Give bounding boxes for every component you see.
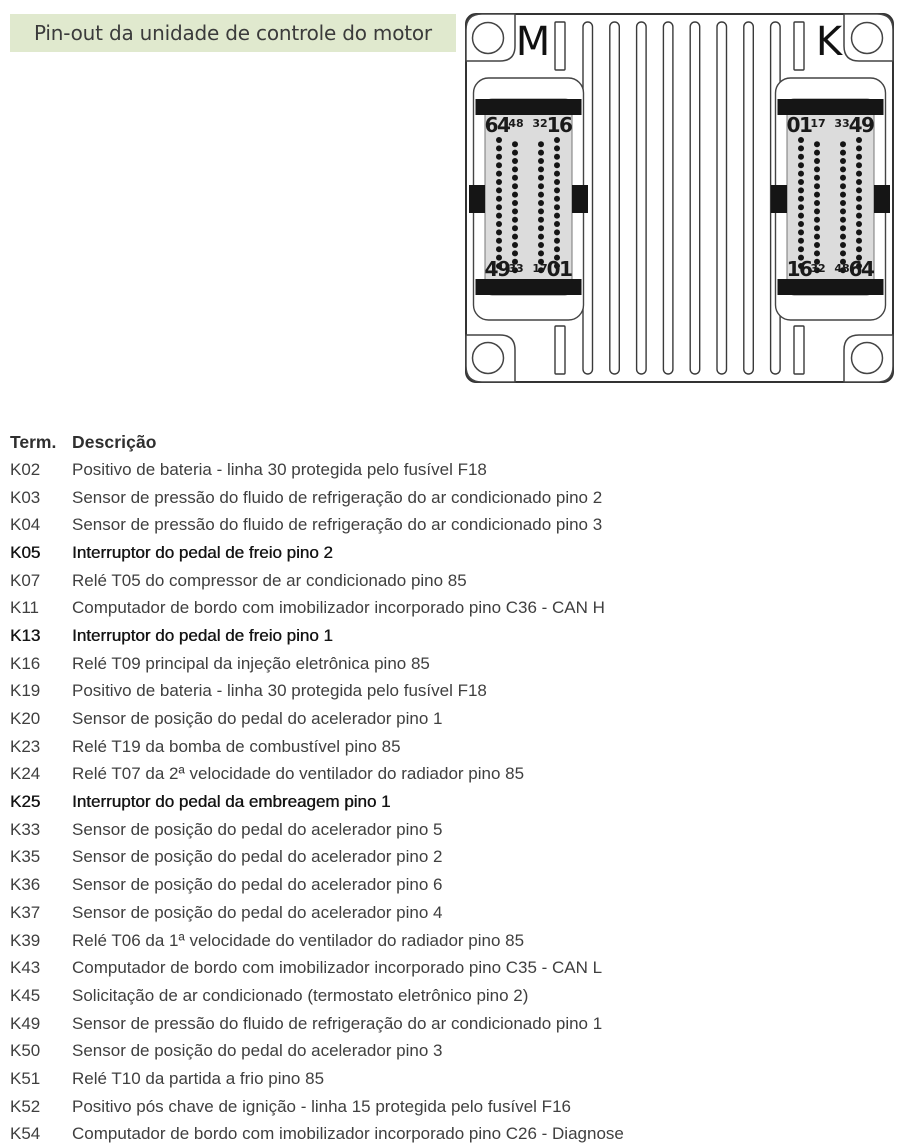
- pin-dot: [798, 179, 804, 185]
- pin-dot: [512, 242, 518, 248]
- desc-cell: Interruptor do pedal de freio pino 1: [72, 626, 690, 646]
- pin-dot: [856, 229, 862, 235]
- desc-cell: Relé T05 do compressor de ar condicionado pino 85: [72, 571, 690, 591]
- term-cell: K33: [10, 820, 72, 840]
- pin-dot: [798, 154, 804, 160]
- table-row: [10, 622, 690, 650]
- term-cell: K50: [10, 1041, 72, 1061]
- pin-number-top-outer: 16: [547, 113, 572, 137]
- pin-dot: [512, 166, 518, 172]
- connector-k-letter: K: [816, 19, 844, 65]
- pin-number-top-outer: 49: [849, 113, 874, 137]
- pin-dot: [856, 196, 862, 202]
- pin-dot: [512, 225, 518, 231]
- pin-dot: [798, 145, 804, 151]
- desc-cell: Sensor de posição do pedal do acelerador pino 4: [72, 903, 690, 923]
- pin-dot: [496, 196, 502, 202]
- pin-dot: [554, 162, 560, 168]
- pin-dot: [512, 250, 518, 256]
- desc-cell: Relé T07 da 2ª velocidade do ventilador do radiador pino 85: [72, 764, 690, 784]
- term-cell: K20: [10, 709, 72, 729]
- pin-dot: [512, 217, 518, 223]
- cooling-fin: [637, 22, 647, 374]
- pin-dot: [554, 196, 560, 202]
- pin-dot: [856, 171, 862, 177]
- pin-dot: [814, 225, 820, 231]
- pin-dot: [512, 183, 518, 189]
- desc-cell: Positivo de bateria - linha 30 protegida pelo fusível F18: [72, 681, 690, 701]
- pin-dot: [496, 154, 502, 160]
- table-row: [10, 1037, 690, 1065]
- cooling-fin: [717, 22, 727, 374]
- pin-dot: [840, 192, 846, 198]
- term-cell: K39: [10, 931, 72, 951]
- desc-cell: Positivo de bateria - linha 30 protegida pelo fusível F18: [72, 460, 690, 480]
- pin-dot: [554, 187, 560, 193]
- pin-dot: [496, 238, 502, 244]
- pin-dot: [856, 145, 862, 151]
- connector-m-letter: M: [516, 19, 551, 65]
- term-cell: K02: [10, 460, 72, 480]
- pin-dot: [496, 221, 502, 227]
- term-cell: K16: [10, 654, 72, 674]
- connector-side-tab: [771, 185, 787, 213]
- pin-dot: [798, 171, 804, 177]
- pin-number-top-outer: 01: [787, 113, 812, 137]
- term-cell: K04: [10, 515, 72, 535]
- cooling-fin-short: [555, 22, 565, 70]
- pin-dot: [538, 234, 544, 240]
- pin-number-bottom-outer: 01: [547, 257, 572, 281]
- pin-dot: [798, 246, 804, 252]
- table-row: [10, 511, 690, 539]
- pin-dot: [840, 234, 846, 240]
- desc-cell: Relé T06 da 1ª velocidade do ventilador do radiador pino 85: [72, 931, 690, 951]
- pin-dot: [538, 200, 544, 206]
- pin-dot: [512, 150, 518, 156]
- pin-dot: [814, 175, 820, 181]
- table-row: [10, 567, 690, 595]
- pin-dot: [538, 250, 544, 256]
- pin-dot: [538, 150, 544, 156]
- pin-dot: [496, 179, 502, 185]
- term-cell: K07: [10, 571, 72, 591]
- cooling-fin: [663, 22, 673, 374]
- pin-dot: [856, 238, 862, 244]
- pin-dot: [538, 242, 544, 248]
- pin-dot: [840, 242, 846, 248]
- pin-dot: [814, 158, 820, 164]
- desc-cell: Sensor de pressão do fluido de refrigeração do ar condicionado pino 2: [72, 488, 690, 508]
- term-cell: K37: [10, 903, 72, 923]
- term-cell: K19: [10, 681, 72, 701]
- desc-cell: Computador de bordo com imobilizador incorporado pino C35 - CAN L: [72, 958, 690, 978]
- pin-dot: [856, 137, 862, 143]
- pin-dot: [554, 137, 560, 143]
- pin-dot: [554, 213, 560, 219]
- pin-dot: [512, 192, 518, 198]
- connector-side-tab: [572, 185, 588, 213]
- pin-dot: [538, 208, 544, 214]
- pin-dot: [554, 171, 560, 177]
- mounting-ear-bottom-left: [466, 335, 515, 382]
- pin-dot: [798, 229, 804, 235]
- ecu-diagram: [460, 8, 900, 386]
- pin-dot: [798, 221, 804, 227]
- desc-cell: Computador de bordo com imobilizador incorporado pino C26 - Diagnose: [72, 1124, 690, 1144]
- table-body: [10, 456, 690, 1148]
- pin-dot: [496, 204, 502, 210]
- pin-dot: [856, 179, 862, 185]
- table-row: [10, 1010, 690, 1038]
- term-cell: K13: [10, 626, 72, 646]
- pin-number-bottom-inner: 33: [508, 262, 523, 275]
- pin-dot: [512, 175, 518, 181]
- pin-dot: [856, 187, 862, 193]
- pin-dot: [538, 141, 544, 147]
- term-cell: K36: [10, 875, 72, 895]
- pin-dot: [496, 171, 502, 177]
- pin-dot: [814, 192, 820, 198]
- section-title: Pin-out da unidade de controle do motor: [34, 21, 432, 45]
- pin-dot: [554, 145, 560, 151]
- pin-dot: [840, 250, 846, 256]
- section-title-bar: [10, 14, 456, 52]
- pin-dot: [856, 246, 862, 252]
- term-cell: K49: [10, 1014, 72, 1034]
- pin-dot: [814, 217, 820, 223]
- pin-dot: [840, 166, 846, 172]
- term-cell: K43: [10, 958, 72, 978]
- term-cell: K54: [10, 1124, 72, 1144]
- pin-dot: [856, 162, 862, 168]
- pin-dot: [798, 187, 804, 193]
- table-row: [10, 982, 690, 1010]
- table-row: [10, 733, 690, 761]
- table-row: [10, 1093, 690, 1121]
- pin-dot: [554, 221, 560, 227]
- pin-dot: [496, 213, 502, 219]
- pin-number-bottom-inner: 17: [532, 262, 547, 275]
- pin-dot: [840, 175, 846, 181]
- pin-number-bottom-outer: 64: [849, 257, 874, 281]
- pin-dot: [496, 246, 502, 252]
- header-term: Term.: [10, 432, 72, 453]
- table-header: [10, 428, 690, 456]
- table-row: [10, 1121, 690, 1148]
- desc-cell: Sensor de posição do pedal do acelerador pino 2: [72, 847, 690, 867]
- pin-dot: [538, 166, 544, 172]
- pin-dot: [512, 208, 518, 214]
- pin-dot: [856, 154, 862, 160]
- cooling-fin-short: [555, 326, 565, 374]
- term-cell: K05: [10, 543, 72, 563]
- desc-cell: Sensor de pressão do fluido de refrigeração do ar condicionado pino 1: [72, 1014, 690, 1034]
- pin-dot: [538, 183, 544, 189]
- desc-cell: Computador de bordo com imobilizador incorporado pino C36 - CAN H: [72, 598, 690, 618]
- pin-dot: [814, 208, 820, 214]
- pin-dot: [512, 234, 518, 240]
- pin-dot: [512, 200, 518, 206]
- pin-dot: [554, 246, 560, 252]
- pin-dot: [496, 229, 502, 235]
- desc-cell: Interruptor do pedal de freio pino 2: [72, 543, 690, 563]
- table-row: [10, 650, 690, 678]
- pin-dot: [538, 225, 544, 231]
- term-cell: K51: [10, 1069, 72, 1089]
- mounting-ear-bottom-right: [844, 335, 893, 382]
- mounting-hole: [852, 23, 883, 54]
- pin-dot: [814, 234, 820, 240]
- pin-number-bottom-outer: 16: [787, 257, 812, 281]
- pin-dot: [798, 238, 804, 244]
- table-row: [10, 788, 690, 816]
- pin-dot: [554, 238, 560, 244]
- pin-dot: [512, 158, 518, 164]
- term-cell: K35: [10, 847, 72, 867]
- table-row: [10, 456, 690, 484]
- connector-side-tab: [874, 185, 890, 213]
- table-row: [10, 539, 690, 567]
- table-row: [10, 705, 690, 733]
- term-cell: K11: [10, 598, 72, 618]
- connector-k: [771, 78, 890, 320]
- pin-dot: [554, 229, 560, 235]
- pin-dot: [798, 196, 804, 202]
- desc-cell: Relé T10 da partida a frio pino 85: [72, 1069, 690, 1089]
- pin-dot: [554, 204, 560, 210]
- pin-dot: [512, 141, 518, 147]
- term-cell: K45: [10, 986, 72, 1006]
- pin-dot: [496, 187, 502, 193]
- desc-cell: Sensor de posição do pedal do acelerador pino 1: [72, 709, 690, 729]
- table-row: [10, 594, 690, 622]
- pin-dot: [840, 208, 846, 214]
- mounting-hole: [852, 343, 883, 374]
- table-row: [10, 816, 690, 844]
- pin-dot: [814, 250, 820, 256]
- pin-dot: [814, 166, 820, 172]
- pin-number-top-outer: 64: [485, 113, 510, 137]
- pin-dot: [538, 158, 544, 164]
- table-row: [10, 844, 690, 872]
- table-row: [10, 1065, 690, 1093]
- pin-dot: [814, 200, 820, 206]
- pin-dot: [840, 217, 846, 223]
- desc-cell: Solicitação de ar condicionado (termostato eletrônico pino 2): [72, 986, 690, 1006]
- mounting-ear-top-left: [466, 14, 515, 61]
- mounting-hole: [473, 343, 504, 374]
- table-row: [10, 954, 690, 982]
- table-row: [10, 678, 690, 706]
- pin-dot: [496, 145, 502, 151]
- header-descricao: Descrição: [72, 432, 690, 453]
- connector-bottom-band: [778, 279, 884, 295]
- pin-dot: [496, 162, 502, 168]
- pin-number-top-inner: 32: [532, 117, 547, 130]
- mounting-hole: [473, 23, 504, 54]
- desc-cell: Sensor de posição do pedal do acelerador pino 5: [72, 820, 690, 840]
- pin-number-bottom-outer: 49: [485, 257, 510, 281]
- cooling-fin-short: [794, 22, 804, 70]
- desc-cell: Sensor de posição do pedal do acelerador pino 6: [72, 875, 690, 895]
- desc-cell: Relé T19 da bomba de combustível pino 85: [72, 737, 690, 757]
- connector-side-tab: [469, 185, 485, 213]
- pin-dot: [856, 221, 862, 227]
- pin-dot: [856, 204, 862, 210]
- pin-dot: [496, 137, 502, 143]
- pin-dot: [840, 150, 846, 156]
- table-row: [10, 761, 690, 789]
- term-cell: K24: [10, 764, 72, 784]
- pin-dot: [798, 162, 804, 168]
- term-cell: K23: [10, 737, 72, 757]
- table-row: [10, 871, 690, 899]
- cooling-fin: [610, 22, 620, 374]
- pin-dot: [798, 213, 804, 219]
- desc-cell: Positivo pós chave de ignição - linha 15 protegida pelo fusível F16: [72, 1097, 690, 1117]
- pin-number-top-inner: 17: [810, 117, 825, 130]
- pin-dot: [814, 242, 820, 248]
- cooling-fin: [744, 22, 754, 374]
- pin-dot: [798, 204, 804, 210]
- pin-dot: [554, 179, 560, 185]
- desc-cell: Sensor de posição do pedal do acelerador pino 3: [72, 1041, 690, 1061]
- connector-bottom-band: [476, 279, 582, 295]
- term-cell: K25: [10, 792, 72, 812]
- pinout-table: [10, 428, 690, 1148]
- pin-dot: [840, 183, 846, 189]
- pin-dot: [840, 158, 846, 164]
- pin-dot: [840, 200, 846, 206]
- pin-dot: [538, 217, 544, 223]
- pin-dot: [814, 183, 820, 189]
- connector-m: [469, 78, 588, 320]
- pin-dot: [798, 137, 804, 143]
- desc-cell: Sensor de pressão do fluido de refrigeração do ar condicionado pino 3: [72, 515, 690, 535]
- pin-number-bottom-inner: 32: [810, 262, 825, 275]
- table-row: [10, 484, 690, 512]
- mounting-ear-top-right: [844, 14, 893, 61]
- desc-cell: Relé T09 principal da injeção eletrônica pino 85: [72, 654, 690, 674]
- cooling-fin-short: [794, 326, 804, 374]
- pin-dot: [538, 175, 544, 181]
- pin-number-top-inner: 33: [834, 117, 849, 130]
- term-cell: K03: [10, 488, 72, 508]
- pin-dot: [856, 213, 862, 219]
- table-row: [10, 899, 690, 927]
- pin-dot: [840, 225, 846, 231]
- desc-cell: Interruptor do pedal da embreagem pino 1: [72, 792, 690, 812]
- ecu-svg: [460, 8, 900, 386]
- pin-dot: [538, 192, 544, 198]
- pin-dot: [814, 141, 820, 147]
- pin-dot: [840, 141, 846, 147]
- pin-number-top-inner: 48: [508, 117, 523, 130]
- table-row: [10, 927, 690, 955]
- cooling-fin: [690, 22, 700, 374]
- term-cell: K52: [10, 1097, 72, 1117]
- pin-dot: [554, 154, 560, 160]
- pin-dot: [814, 150, 820, 156]
- pin-number-bottom-inner: 48: [834, 262, 849, 275]
